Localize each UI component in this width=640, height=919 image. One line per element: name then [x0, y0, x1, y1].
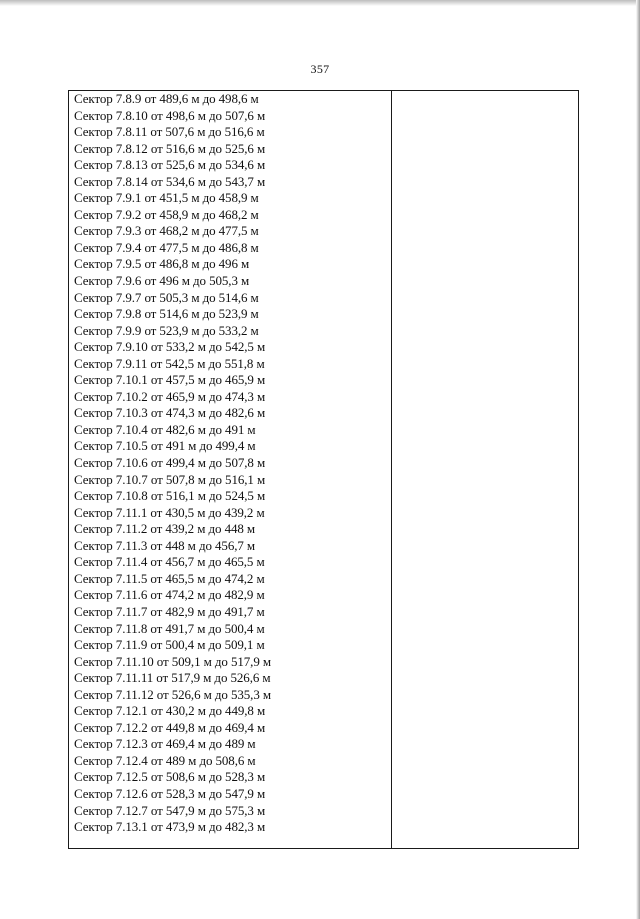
scan-shadow-right [636, 0, 640, 919]
table-row: Сектор 7.11.7 от 482,9 м до 491,7 м [74, 603, 265, 619]
table-row: Сектор 7.11.1 от 430,5 м до 439,2 м [74, 504, 265, 520]
table-row: Сектор 7.9.5 от 486,8 м до 496 м [74, 256, 250, 272]
table-row: Сектор 7.9.10 от 533,2 м до 542,5 м [74, 339, 266, 355]
page-number: 357 [310, 62, 330, 76]
table-row: Сектор 7.12.3 от 469,4 м до 489 м [74, 736, 256, 752]
table-row: Сектор 7.8.11 от 507,6 м до 516,6 м [74, 124, 265, 140]
sector-list [74, 91, 390, 836]
table-row: Сектор 7.12.4 от 489 м до 508,6 м [74, 752, 256, 768]
table-row: Сектор 7.8.9 от 489,6 м до 498,6 м [74, 91, 259, 106]
table-row: Сектор 7.11.6 от 474,2 м до 482,9 м [74, 587, 265, 603]
table-row: Сектор 7.10.4 от 482,6 м до 491 м [74, 421, 256, 437]
table-row: Сектор 7.13.1 от 473,9 м до 482,3 м [74, 819, 266, 835]
scan-shadow-top [0, 0, 640, 6]
table-row: Сектор 7.8.13 от 525,6 м до 534,6 м [74, 157, 266, 173]
sector-table [68, 90, 579, 849]
table-row: Сектор 7.11.4 от 456,7 м до 465,5 м [74, 554, 265, 570]
table-row: Сектор 7.12.1 от 430,2 м до 449,8 м [74, 703, 266, 719]
table-row: Сектор 7.8.14 от 534,6 м до 543,7 м [74, 173, 266, 189]
table-row: Сектор 7.9.11 от 542,5 м до 551,8 м [74, 355, 265, 371]
table-row: Сектор 7.12.5 от 508,6 м до 528,3 м [74, 769, 266, 785]
column-divider [391, 91, 392, 848]
table-row: Сектор 7.10.3 от 474,3 м до 482,6 м [74, 405, 266, 421]
table-row: Сектор 7.8.12 от 516,6 м до 525,6 м [74, 140, 266, 156]
table-row: Сектор 7.11.12 от 526,6 м до 535,3 м [74, 686, 271, 702]
table-row: Сектор 7.11.10 от 509,1 м до 517,9 м [74, 653, 271, 669]
table-row: Сектор 7.11.3 от 448 м до 456,7 м [74, 537, 256, 553]
table-row: Сектор 7.9.4 от 477,5 м до 486,8 м [74, 239, 259, 255]
table-row: Сектор 7.11.8 от 491,7 м до 500,4 м [74, 620, 265, 636]
table-row: Сектор 7.12.7 от 547,9 м до 575,3 м [74, 802, 266, 818]
table-row: Сектор 7.10.5 от 491 м до 499,4 м [74, 438, 256, 454]
table-row: Сектор 7.9.7 от 505,3 м до 514,6 м [74, 289, 259, 305]
table-row: Сектор 7.9.8 от 514,6 м до 523,9 м [74, 306, 259, 322]
table-row: Сектор 7.8.10 от 498,6 м до 507,6 м [74, 107, 266, 123]
table-row: Сектор 7.10.2 от 465,9 м до 474,3 м [74, 388, 266, 404]
table-row: Сектор 7.10.1 от 457,5 м до 465,9 м [74, 372, 266, 388]
table-row: Сектор 7.11.11 от 517,9 м до 526,6 м [74, 670, 271, 686]
table-row: Сектор 7.10.6 от 499,4 м до 507,8 м [74, 455, 266, 471]
table-row: Сектор 7.9.1 от 451,5 м до 458,9 м [74, 190, 259, 206]
table-row: Сектор 7.9.3 от 468,2 м до 477,5 м [74, 223, 259, 239]
table-row: Сектор 7.10.8 от 516,1 м до 524,5 м [74, 488, 266, 504]
table-row: Сектор 7.12.6 от 528,3 м до 547,9 м [74, 785, 266, 801]
table-row: Сектор 7.12.2 от 449,8 м до 469,4 м [74, 719, 266, 735]
table-row: Сектор 7.10.7 от 507,8 м до 516,1 м [74, 471, 266, 487]
table-row: Сектор 7.11.5 от 465,5 м до 474,2 м [74, 570, 265, 586]
table-row: Сектор 7.9.6 от 496 м до 505,3 м [74, 273, 250, 289]
table-row: Сектор 7.9.9 от 523,9 м до 533,2 м [74, 322, 259, 338]
table-row: Сектор 7.11.9 от 500,4 м до 509,1 м [74, 637, 265, 653]
table-row: Сектор 7.9.2 от 458,9 м до 468,2 м [74, 206, 259, 222]
table-row: Сектор 7.11.2 от 439,2 м до 448 м [74, 521, 256, 537]
